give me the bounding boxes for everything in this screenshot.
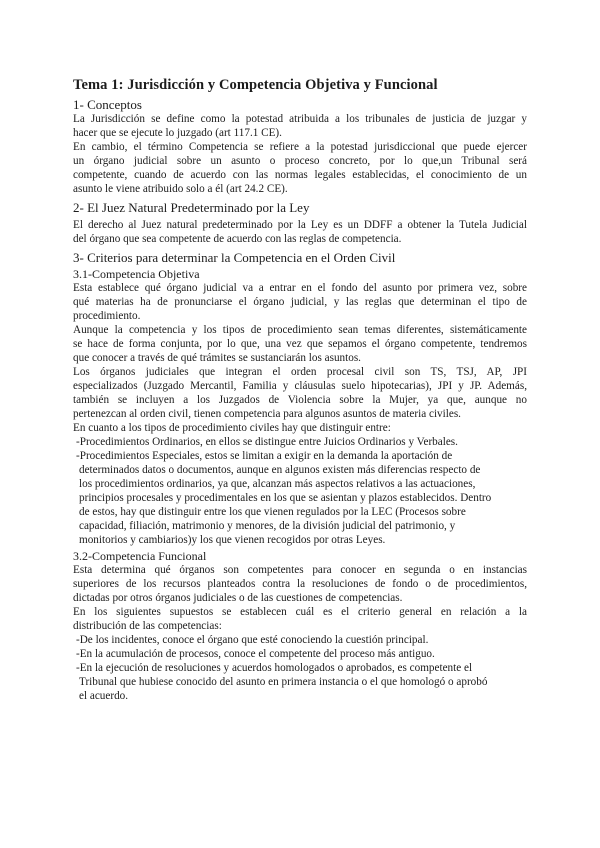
- paragraph-line: En los siguientes supuestos se establecen cuál es el criterio general en relación a la: [73, 606, 527, 618]
- paragraph-line: Esta establece qué órgano judicial va a entrar en el fondo del asunto por primera vez, sobre: [73, 282, 527, 294]
- list-item-line: -De los incidentes, conoce el órgano que esté conociendo la cuestión principal.: [76, 634, 429, 646]
- paragraph-line: que conocer a través de qué trámites se sustanciarán los asuntos.: [73, 352, 361, 364]
- list-item: [73, 661, 527, 703]
- paragraph-line: Esta determina qué órganos son competentes para conocer en segunda o en instancias: [73, 564, 527, 576]
- document-page: [73, 76, 527, 703]
- list-item-line: Tribunal que hubiese conocido del asunto en primera instancia o el que homologó o aprobó: [79, 676, 488, 688]
- paragraph-line: En cuanto a los tipos de procedimiento civiles hay que distinguir entre:: [73, 422, 391, 434]
- paragraph-line: asunto le viene atribuido solo a él (art 24.2 CE).: [73, 183, 288, 195]
- list: [73, 633, 527, 703]
- paragraph: [73, 112, 527, 140]
- list-item-line: determinados datos o documentos, aunque en algunos existen más diferencias respecto de: [79, 464, 481, 476]
- list-item-line: principios procesales y procedimentales en los que se asientan y plazos establecidos. Dentro: [79, 492, 492, 504]
- document-title: Tema 1: Jurisdicción y Competencia Objetiva y Funcional: [73, 77, 438, 93]
- paragraph: [73, 281, 527, 323]
- list-item-line: monitorios y cambiarios)y los que vienen recogidos por otras Leyes.: [79, 534, 386, 546]
- list-item-line: los procedimientos ordinarios, ya que, alcanzan más aspectos relativos a las actuaciones,: [79, 478, 476, 490]
- list-item-line: -En la ejecución de resoluciones y acuerdos homologados o aprobados, es competente el: [76, 662, 473, 674]
- paragraph-line: especializados (Juzgado Mercantil, Familia y cláusulas suelo hipotecarias), JPI y JP. Además,: [73, 380, 527, 392]
- list: [73, 435, 527, 547]
- list-item-line: -Procedimientos Especiales, estos se limitan a exigir en la demanda la aportación de: [76, 450, 453, 462]
- list-item-line: -Procedimientos Ordinarios, en ellos se distingue entre Juicios Ordinarios y Verbales.: [76, 436, 458, 448]
- paragraph-line: La Jurisdicción se define como la potestad atribuida a los tribunales de justicia de juzgar y: [73, 113, 527, 125]
- paragraph: [73, 563, 527, 605]
- paragraph-line: del órgano que sea competente de acuerdo con las reglas de competencia.: [73, 233, 402, 245]
- paragraph: [73, 605, 527, 633]
- paragraph: [73, 323, 527, 365]
- paragraph: [73, 218, 527, 246]
- list-item: [73, 449, 527, 547]
- list-item-line: el acuerdo.: [79, 690, 129, 702]
- paragraph-line: Aunque la competencia y los tipos de procedimiento sean temas diferentes, sistemáticamente: [73, 324, 527, 336]
- paragraph-line: también se incluyen a los Juzgados de Violencia sobre la Mujer, ya que, aunque no: [73, 394, 527, 406]
- list-item: [73, 633, 527, 647]
- paragraph-line: qué materias ha de pronunciarse el órgano judicial, y las reglas que determinan el tipo de: [73, 296, 527, 308]
- subsection-heading: 3.1-Competencia Objetiva: [73, 267, 200, 281]
- list-item: [73, 647, 527, 661]
- paragraph-line: hacer que se ejecute lo juzgado (art 117.1 CE).: [73, 127, 282, 139]
- paragraph-line: competente, cuando de acuerdo con las normas legales establecidas, el conocimiento de un: [73, 169, 527, 181]
- paragraph-line: superiores de los recursos planteados contra la resoluciones de fondo o de procedimientos,: [73, 578, 527, 590]
- paragraph-line: Los órganos judiciales que integran el orden procesal civil son TS, TSJ, AP, JPI: [73, 366, 527, 378]
- section-heading: 3- Criterios para determinar la Competencia en el Orden Civil: [73, 250, 396, 265]
- list-item-line: capacidad, filiación, matrimonio y menores, de la división judicial del patrimonio, y: [79, 520, 456, 532]
- section-heading: 1- Conceptos: [73, 97, 142, 112]
- list-item-line: de estos, hay que distinguir entre los que vienen regulados por la LEC (Procesos sobre: [79, 506, 466, 518]
- section-heading: 2- El Juez Natural Predeterminado por la Ley: [73, 200, 310, 215]
- paragraph-line: pertenezcan al orden civil, tienen competencia para algunos asuntos de materia civiles.: [73, 408, 461, 420]
- paragraph-line: dictadas por otros órganos judiciales o de las cuestiones de competencias.: [73, 592, 403, 604]
- paragraph-line: distribución de las competencias:: [73, 620, 222, 632]
- list-item: [73, 435, 527, 449]
- paragraph-line: se hace de forma conjunta, por lo que, una vez que sepamos el órgano competente, tendremos: [73, 338, 527, 350]
- paragraph-line: procedimiento.: [73, 310, 141, 322]
- list-item-line: -En la acumulación de procesos, conoce el competente del proceso más antiguo.: [76, 648, 435, 660]
- paragraph-line: un órgano judicial sobre un asunto o proceso concreto, por lo que,un Tribunal será: [73, 155, 527, 167]
- paragraph-line: En cambio, el término Competencia se refiere a la potestad jurisdiccional que puede ejercer: [73, 141, 527, 153]
- paragraph: [73, 365, 527, 421]
- paragraph-line: El derecho al Juez natural predeterminado por la Ley es un DDFF a obtener la Tutela Judicial: [73, 219, 527, 231]
- subsection-heading: 3.2-Competencia Funcional: [73, 549, 207, 563]
- paragraph: [73, 140, 527, 196]
- paragraph: [73, 421, 527, 435]
